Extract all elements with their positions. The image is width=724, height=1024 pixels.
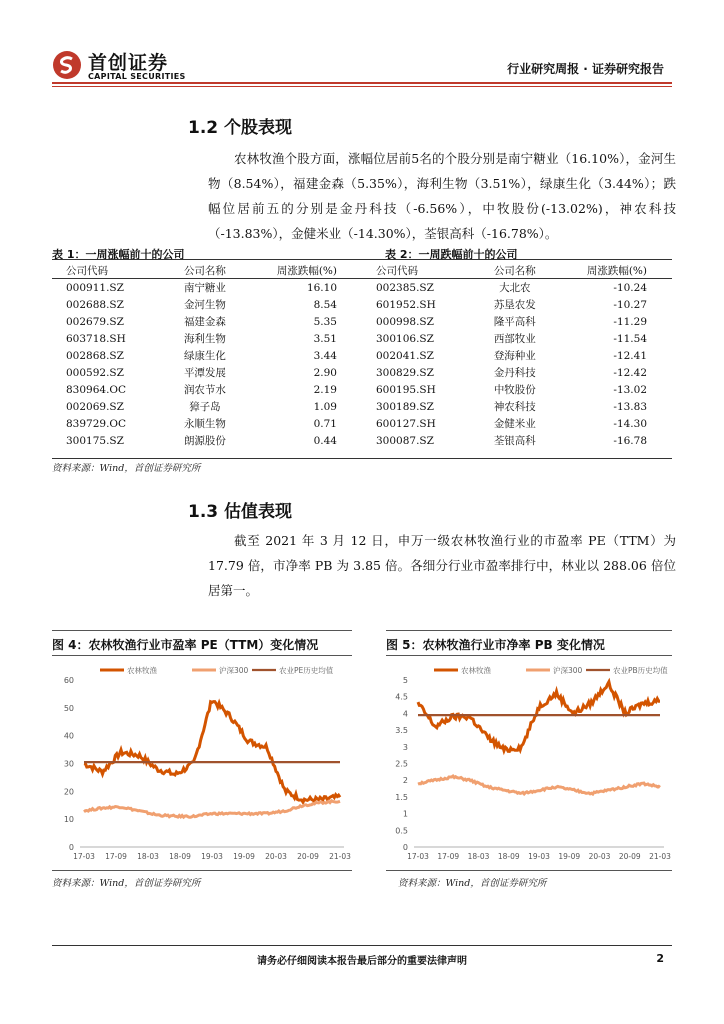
table-row (362, 381, 672, 398)
series-line (84, 702, 340, 803)
cell-name: 大北农 (499, 282, 531, 294)
cell-change: -10.24 (613, 281, 647, 294)
cell-name: 平潭发展 (183, 367, 226, 379)
y-tick-label: 2.5 (395, 759, 408, 769)
cell-code: 002385.SZ (376, 281, 434, 294)
pe-chart (52, 660, 352, 865)
cell-name: 绿康生化 (183, 350, 226, 362)
table-row (362, 398, 672, 415)
cell-code: 300829.SZ (376, 366, 434, 379)
table-row (362, 296, 672, 313)
y-tick-label: 30 (63, 759, 74, 769)
x-tick-label: 19-03 (201, 852, 223, 861)
cell-code: 002679.SZ (66, 315, 124, 328)
header-divider (52, 82, 672, 84)
cell-change: 3.51 (313, 332, 337, 345)
y-tick-label: 0 (402, 843, 408, 852)
table-row (52, 279, 362, 297)
table-row (52, 347, 362, 364)
y-tick-label: 1 (402, 809, 408, 819)
legend-label: 农林牧渔 (127, 666, 157, 675)
table-bottom-rule (52, 458, 672, 459)
cell-name: 登海种业 (493, 350, 536, 362)
cell-change: 8.54 (313, 298, 337, 311)
cell-change: -10.27 (613, 298, 647, 311)
table2-caption: 表 2：一周跌幅前十的公司 (385, 248, 518, 261)
cell-change: 0.44 (313, 434, 337, 447)
cell-change: 2.90 (313, 366, 337, 379)
cell-name: 西部牧业 (493, 333, 536, 345)
table-row (52, 415, 362, 432)
table1-caption: 表 1：一周涨幅前十的公司 (52, 248, 185, 261)
pb-chart (386, 660, 672, 865)
y-tick-label: 20 (63, 787, 74, 797)
x-tick-label: 20-09 (618, 852, 641, 861)
col-header-name: 公司名称 (168, 262, 243, 279)
footer-disclaimer: 请务必仔细阅读本报告最后部分的重要法律声明 (257, 956, 467, 967)
x-tick-label: 18-09 (169, 852, 191, 861)
table-row (362, 330, 672, 347)
x-tick-label: 18-03 (467, 852, 490, 861)
page-number: 2 (656, 952, 664, 965)
cell-change: -12.42 (613, 366, 647, 379)
footer-divider (52, 945, 672, 946)
section-1-2-paragraph: 农林牧渔个股方面，涨幅位居前5名的个股分别是南宁糖业（16.10%），金河生物（8.54%），福建金森（5.35%），海利生物（3.51%），绿康生化（3.44%）；跌幅位居前五的分别是金丹科技（-6.56%），中牧股份(-13.02%)，神农科技（-13.83%），金健米业（-14.30%），荃银高科（-16.78%）。 (208, 151, 676, 241)
cell-change: -13.02 (613, 383, 647, 396)
x-tick-label: 18-03 (137, 852, 159, 861)
figure4-top-rule (52, 630, 352, 631)
cell-code: 002069.SZ (66, 400, 124, 413)
cell-code: 000911.SZ (66, 281, 124, 294)
cell-code: 600195.SH (376, 383, 436, 396)
section-1-3-paragraph: 截至 2021 年 3 月 12 日，申万一级农林牧渔行业的市盈率 PE（TTM）为 17.79 倍，市净率 PB 为 3.85 倍。各细分行业市盈率排行中，林业以 288.06 倍位居第一。 (208, 533, 676, 598)
cell-change: 2.19 (313, 383, 337, 396)
x-tick-label: 21-03 (649, 852, 671, 861)
table-row (52, 398, 362, 415)
table-row (362, 313, 672, 330)
table-row (52, 364, 362, 381)
legend-label: 沪深300 (219, 666, 249, 675)
x-tick-label: 19-03 (528, 852, 550, 861)
logo-english-name: CAPITAL SECURITIES (88, 72, 186, 81)
x-tick-label: 20-03 (265, 852, 287, 861)
x-tick-label: 17-03 (407, 852, 429, 861)
x-tick-label: 20-03 (588, 852, 611, 861)
table-row (52, 381, 362, 398)
table-row (362, 415, 672, 432)
section-title-1-2: 1.2 个股表现 (188, 118, 293, 138)
col-header-code: 公司代码 (362, 262, 478, 279)
cell-name: 朗源股份 (183, 435, 226, 447)
logo-chinese-name: 首创证券 (88, 52, 169, 74)
cell-code: 300175.SZ (66, 434, 124, 447)
cell-code: 002688.SZ (66, 298, 124, 311)
figure4-caption: 图 4：农林牧渔行业市盈率 PE（TTM）变化情况 (52, 638, 319, 652)
cell-change: 0.71 (313, 417, 337, 430)
x-tick-label: 20-09 (297, 852, 319, 861)
cell-name: 荃银高科 (493, 435, 536, 447)
top-losers-table (362, 262, 672, 449)
report-type-label: 行业研究周报 · 证券研究报告 (507, 62, 664, 76)
cell-name: 润农节水 (183, 384, 226, 396)
cell-code: 300087.SZ (376, 434, 434, 447)
table-top-rule (52, 259, 672, 260)
x-tick-label: 17-03 (73, 852, 95, 861)
y-tick-label: 3.5 (395, 726, 408, 736)
cell-name: 福建金森 (183, 316, 226, 328)
figure5-source-note: 资料来源：Wind，首创证券研究所 (398, 878, 547, 889)
cell-code: 601952.SH (376, 298, 436, 311)
figure5-caption: 图 5：农林牧渔行业市净率 PB 变化情况 (386, 638, 605, 652)
col-header-change: 周涨跌幅(%) (552, 262, 672, 279)
cell-name: 南宁糖业 (183, 282, 226, 294)
cell-change: -16.78 (613, 434, 647, 447)
top-gainers-table (52, 262, 362, 449)
figure5-caption-rule (386, 655, 672, 656)
table-row (52, 313, 362, 330)
series-line (418, 776, 660, 794)
x-tick-label: 18-09 (497, 852, 520, 861)
cell-change: 3.44 (313, 349, 337, 362)
y-tick-label: 0 (68, 843, 74, 852)
cell-change: -12.41 (613, 349, 647, 362)
cell-change: 16.10 (306, 281, 337, 294)
section-title-1-3: 1.3 估值表现 (188, 502, 293, 522)
col-header-name: 公司名称 (478, 262, 553, 279)
company-logo-icon (52, 50, 82, 80)
cell-name: 苏垦农发 (493, 299, 536, 311)
cell-code: 830964.OC (66, 383, 127, 396)
col-header-change: 周涨跌幅(%) (242, 262, 362, 279)
cell-name: 金丹科技 (493, 367, 536, 379)
legend-label: 沪深300 (553, 666, 583, 675)
figure5-bottom-rule (386, 870, 672, 871)
y-tick-label: 10 (63, 815, 74, 825)
series-line (84, 801, 340, 817)
cell-code: 603718.SH (66, 332, 126, 345)
cell-change: 5.35 (313, 315, 337, 328)
series-line (418, 682, 660, 752)
y-tick-label: 2 (402, 776, 408, 786)
cell-change: -11.54 (613, 332, 647, 345)
table-row (52, 330, 362, 347)
figure5-top-rule (386, 630, 672, 631)
table-header-row (52, 262, 362, 279)
cell-code: 300106.SZ (376, 332, 434, 345)
table-row (362, 279, 672, 297)
table-row (362, 364, 672, 381)
cell-name: 金河生物 (183, 299, 226, 311)
cell-name: 中牧股份 (493, 384, 536, 396)
x-tick-label: 19-09 (558, 852, 581, 861)
cell-code: 002041.SZ (376, 349, 434, 362)
table-source-note: 资料来源：Wind，首创证券研究所 (52, 463, 201, 474)
cell-code: 002868.SZ (66, 349, 124, 362)
y-tick-label: 50 (63, 703, 74, 713)
legend-label: 农林牧渔 (461, 666, 491, 675)
cell-name: 金健米业 (493, 418, 536, 430)
cell-name: 獐子岛 (189, 401, 221, 413)
cell-code: 000998.SZ (376, 315, 434, 328)
cell-code: 000592.SZ (66, 366, 124, 379)
cell-change: -11.29 (613, 315, 647, 328)
figure4-caption-rule (52, 655, 352, 656)
cell-name: 隆平高科 (493, 316, 536, 328)
table-row (362, 347, 672, 364)
legend-label: 农业PB历史均值 (613, 666, 668, 675)
y-tick-label: 4 (402, 709, 408, 719)
cell-code: 300189.SZ (376, 400, 434, 413)
legend-label: 农业PE历史均值 (279, 666, 334, 675)
cell-change: -13.83 (613, 400, 647, 413)
cell-name: 海利生物 (183, 333, 226, 345)
y-tick-label: 1.5 (395, 792, 408, 802)
y-tick-label: 0.5 (395, 826, 408, 836)
cell-change: -14.30 (613, 417, 647, 430)
y-tick-label: 5 (402, 676, 408, 685)
y-tick-label: 40 (63, 731, 74, 741)
x-tick-label: 17-09 (105, 852, 127, 861)
cell-change: 1.09 (313, 400, 337, 413)
y-tick-label: 60 (63, 676, 74, 685)
x-tick-label: 17-09 (437, 852, 460, 861)
table-row (362, 432, 672, 449)
cell-name: 永顺生物 (183, 418, 226, 430)
x-tick-label: 19-09 (233, 852, 255, 861)
header-divider-thin (52, 86, 672, 87)
table-header-row (362, 262, 672, 279)
x-tick-label: 21-03 (329, 852, 351, 861)
y-tick-label: 3 (402, 742, 408, 752)
cell-code: 600127.SH (376, 417, 436, 430)
table-row (52, 296, 362, 313)
col-header-code: 公司代码 (52, 262, 168, 279)
cell-name: 神农科技 (493, 401, 536, 413)
figure4-source-note: 资料来源：Wind，首创证券研究所 (52, 878, 201, 889)
figure4-bottom-rule (52, 870, 352, 871)
y-tick-label: 4.5 (395, 692, 408, 702)
cell-code: 839729.OC (66, 417, 127, 430)
table-row (52, 432, 362, 449)
